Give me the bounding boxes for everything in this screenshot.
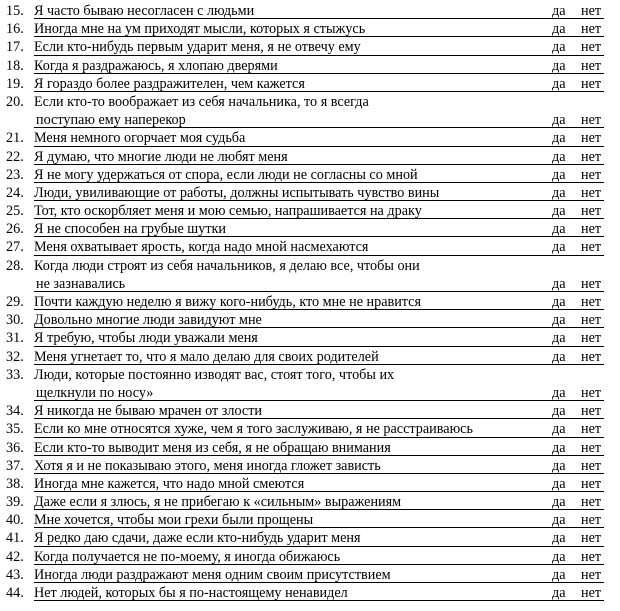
question-line bbox=[0, 439, 620, 457]
question-item bbox=[0, 457, 620, 475]
question-number: 30. bbox=[6, 312, 24, 329]
answer-yes-option[interactable]: да bbox=[552, 457, 566, 474]
question-text: Если кто-нибудь первым ударит меня, я не отвечу ему bbox=[34, 39, 361, 56]
question-text: Меня немного огорчает моя судьба bbox=[34, 130, 246, 147]
answer-no-option[interactable]: нет bbox=[581, 512, 602, 529]
answer-no-option[interactable]: нет bbox=[581, 294, 602, 310]
answer-yes-option[interactable]: да bbox=[552, 585, 566, 601]
question-item bbox=[0, 329, 620, 347]
question-number: 28. bbox=[6, 257, 24, 274]
question-number: 35. bbox=[6, 421, 24, 438]
question-number: 31. bbox=[6, 330, 24, 347]
question-line bbox=[0, 420, 620, 438]
question-text: Люди, которые постоянно изводят вас, стоят того, чтобы их bbox=[34, 366, 395, 383]
answer-yes-option[interactable]: да bbox=[552, 421, 566, 438]
question-number: 26. bbox=[6, 221, 24, 238]
question-item bbox=[0, 257, 620, 293]
answer-yes-option[interactable]: да bbox=[552, 130, 566, 147]
question-line bbox=[0, 384, 620, 402]
answer-yes-option[interactable]: да bbox=[552, 239, 566, 256]
question-item bbox=[0, 93, 620, 129]
answer-no-option[interactable]: нет bbox=[581, 548, 602, 565]
answer-yes-option[interactable]: да bbox=[552, 548, 566, 565]
answer-yes-option[interactable]: да bbox=[552, 330, 566, 347]
answer-yes-option[interactable]: да bbox=[552, 530, 566, 547]
answer-no-option[interactable]: нет bbox=[581, 312, 602, 329]
question-text: Когда я раздражаюсь, я хлопаю дверями bbox=[34, 57, 278, 74]
question-text: Я требую, чтобы люди уважали меня bbox=[34, 330, 258, 347]
question-line bbox=[0, 75, 620, 93]
answer-no-option[interactable]: нет bbox=[581, 75, 602, 92]
question-line bbox=[0, 57, 620, 75]
question-item bbox=[0, 38, 620, 56]
question-line bbox=[0, 2, 620, 20]
question-line bbox=[0, 475, 620, 493]
question-text: Довольно многие люди завидуют мне bbox=[34, 312, 262, 329]
answer-yes-option[interactable]: да bbox=[552, 203, 566, 220]
question-number: 23. bbox=[6, 166, 24, 183]
question-item bbox=[0, 220, 620, 238]
question-item bbox=[0, 129, 620, 147]
question-item bbox=[0, 529, 620, 547]
question-item bbox=[0, 439, 620, 457]
question-item bbox=[0, 238, 620, 256]
question-text: Мне хочется, чтобы мои грехи были прощены bbox=[34, 512, 314, 529]
answer-no-option[interactable]: нет bbox=[581, 457, 602, 474]
answer-yes-option[interactable]: да bbox=[552, 57, 566, 74]
question-item bbox=[0, 511, 620, 529]
question-number: 25. bbox=[6, 203, 24, 220]
answer-no-option[interactable]: нет bbox=[581, 439, 602, 456]
question-item bbox=[0, 75, 620, 93]
question-item bbox=[0, 493, 620, 511]
question-text: Если кто-то воображает из себя начальника, то я всегда bbox=[34, 93, 369, 110]
question-item bbox=[0, 402, 620, 420]
question-line bbox=[0, 148, 620, 166]
answer-yes-option[interactable]: да bbox=[552, 348, 566, 365]
question-text: Я не способен на грубые шутки bbox=[34, 221, 227, 238]
question-item bbox=[0, 293, 620, 311]
question-text: Люди, увиливающие от работы, должны испытывать чувство вины bbox=[34, 184, 440, 201]
answer-yes-option[interactable]: да bbox=[552, 512, 566, 529]
question-text: Даже если я злюсь, я не прибегаю к «сильным» выражениям bbox=[34, 494, 402, 511]
question-number: 32. bbox=[6, 348, 24, 365]
question-text: Меня охватывает ярость, когда надо мной насмехаются bbox=[34, 239, 369, 256]
question-number: 17. bbox=[6, 39, 24, 56]
answer-no-option[interactable]: нет bbox=[581, 530, 602, 547]
answer-yes-option[interactable]: да bbox=[552, 166, 566, 183]
answer-no-option[interactable]: нет bbox=[581, 130, 602, 147]
answer-no-option[interactable]: нет bbox=[581, 585, 602, 601]
question-line bbox=[0, 566, 620, 584]
answer-yes-option[interactable]: да bbox=[552, 3, 566, 19]
answer-no-option[interactable]: нет bbox=[581, 403, 602, 420]
question-item bbox=[0, 148, 620, 166]
answer-no-option[interactable]: нет bbox=[581, 184, 602, 201]
question-line bbox=[0, 166, 620, 184]
question-line bbox=[0, 548, 620, 566]
question-item bbox=[0, 57, 620, 75]
question-number: 34. bbox=[6, 403, 24, 420]
question-text: Я редко даю сдачи, даже если кто-нибудь ударит меня bbox=[34, 530, 361, 547]
question-number: 19. bbox=[6, 75, 24, 92]
answer-yes-option[interactable]: да bbox=[552, 275, 566, 292]
question-item bbox=[0, 566, 620, 584]
question-number: 41. bbox=[6, 530, 24, 547]
answer-no-option[interactable]: нет bbox=[581, 39, 602, 56]
question-number: 15. bbox=[6, 3, 24, 19]
question-number: 44. bbox=[6, 585, 24, 601]
question-number: 42. bbox=[6, 548, 24, 565]
question-item bbox=[0, 202, 620, 220]
question-text: Если кто-то выводит меня из себя, я не обращаю внимания bbox=[34, 439, 391, 456]
question-line bbox=[0, 511, 620, 529]
question-line bbox=[0, 402, 620, 420]
question-text: Я никогда не бываю мрачен от злости bbox=[34, 403, 263, 420]
question-number: 40. bbox=[6, 512, 24, 529]
answer-yes-option[interactable]: да bbox=[552, 221, 566, 238]
question-line bbox=[0, 129, 620, 147]
question-line bbox=[0, 220, 620, 238]
question-number: 37. bbox=[6, 457, 24, 474]
question-line bbox=[0, 584, 620, 602]
question-text: Когда люди строят из себя начальников, я делаю все, чтобы они bbox=[34, 257, 420, 274]
answer-no-option[interactable]: нет bbox=[581, 203, 602, 220]
answer-no-option[interactable]: нет bbox=[581, 475, 602, 492]
question-item bbox=[0, 475, 620, 493]
question-item bbox=[0, 184, 620, 202]
answer-yes-option[interactable]: да bbox=[552, 184, 566, 201]
question-line bbox=[0, 329, 620, 347]
question-number: 21. bbox=[6, 130, 24, 147]
answer-yes-option[interactable]: да bbox=[552, 21, 566, 38]
question-line bbox=[0, 293, 620, 311]
question-number: 38. bbox=[6, 475, 24, 492]
question-line bbox=[0, 93, 620, 111]
question-line bbox=[0, 238, 620, 256]
question-number: 24. bbox=[6, 184, 24, 201]
answer-no-option[interactable]: нет bbox=[581, 494, 602, 511]
question-text: поступаю ему наперекор bbox=[36, 112, 186, 129]
answer-no-option[interactable]: нет bbox=[581, 348, 602, 365]
question-number: 22. bbox=[6, 148, 24, 165]
answer-no-option[interactable]: нет bbox=[581, 57, 602, 74]
answer-no-option[interactable]: нет bbox=[581, 3, 602, 19]
question-item bbox=[0, 584, 620, 602]
question-text: Я часто бываю несогласен с людьми bbox=[34, 3, 255, 19]
answer-no-option[interactable]: нет bbox=[581, 275, 602, 292]
question-line bbox=[0, 111, 620, 129]
question-item bbox=[0, 2, 620, 20]
question-line bbox=[0, 184, 620, 202]
question-number: 43. bbox=[6, 566, 24, 583]
question-line bbox=[0, 366, 620, 384]
question-item bbox=[0, 548, 620, 566]
answer-no-option[interactable]: нет bbox=[581, 148, 602, 165]
question-text: Когда получается не по-моему, я иногда обижаюсь bbox=[34, 548, 341, 565]
question-number: 16. bbox=[6, 21, 24, 38]
question-text: щелкнули по носу» bbox=[36, 384, 154, 401]
question-text: Я гораздо более раздражителен, чем кажется bbox=[34, 75, 305, 92]
answer-no-option[interactable]: нет bbox=[581, 221, 602, 238]
answer-no-option[interactable]: нет bbox=[581, 384, 602, 401]
question-line bbox=[0, 257, 620, 275]
question-item bbox=[0, 366, 620, 402]
question-item bbox=[0, 311, 620, 329]
question-text: Тот, кто оскорбляет меня и мою семью, напрашивается на драку bbox=[34, 203, 422, 220]
question-text: Я думаю, что многие люди не любят меня bbox=[34, 148, 288, 165]
question-line bbox=[0, 457, 620, 475]
answer-no-option[interactable]: нет bbox=[581, 166, 602, 183]
question-text: Если ко мне относятся хуже, чем я того заслуживаю, я не расстраиваюсь bbox=[34, 421, 473, 438]
question-number: 18. bbox=[6, 57, 24, 74]
question-text: Я не могу удержаться от спора, если люди не согласны со мной bbox=[34, 166, 418, 183]
answer-yes-option[interactable]: да bbox=[552, 566, 566, 583]
answer-yes-option[interactable]: да bbox=[552, 403, 566, 420]
answer-yes-option[interactable]: да bbox=[552, 75, 566, 92]
question-number: 29. bbox=[6, 294, 24, 310]
question-text: Почти каждую неделю я вижу кого-нибудь, кто мне не нравится bbox=[34, 294, 422, 310]
question-text: Нет людей, которых бы я по-настоящему ненавидел bbox=[34, 585, 348, 601]
question-line bbox=[0, 529, 620, 547]
question-text: Хотя я и не показываю этого, меня иногда гложет зависть bbox=[34, 457, 381, 474]
question-line bbox=[0, 493, 620, 511]
question-number: 27. bbox=[6, 239, 24, 256]
answer-yes-option[interactable]: да bbox=[552, 39, 566, 56]
question-number: 33. bbox=[6, 366, 24, 383]
question-line bbox=[0, 202, 620, 220]
question-text: Иногда люди раздражают меня одним своим присутствием bbox=[34, 566, 391, 583]
answer-yes-option[interactable]: да bbox=[552, 148, 566, 165]
answer-yes-option[interactable]: да bbox=[552, 112, 566, 129]
answer-no-option[interactable]: нет bbox=[581, 566, 602, 583]
answer-yes-option[interactable]: да bbox=[552, 384, 566, 401]
answer-no-option[interactable]: нет bbox=[581, 239, 602, 256]
answer-yes-option[interactable]: да bbox=[552, 312, 566, 329]
answer-no-option[interactable]: нет bbox=[581, 21, 602, 38]
answer-no-option[interactable]: нет bbox=[581, 112, 602, 129]
question-line bbox=[0, 311, 620, 329]
answer-no-option[interactable]: нет bbox=[581, 421, 602, 438]
question-text: Иногда мне на ум приходят мысли, которых я стыжусь bbox=[34, 21, 366, 38]
question-item bbox=[0, 166, 620, 184]
question-number: 20. bbox=[6, 93, 24, 110]
question-line bbox=[0, 275, 620, 293]
answer-yes-option[interactable]: да bbox=[552, 475, 566, 492]
answer-yes-option[interactable]: да bbox=[552, 294, 566, 310]
question-line bbox=[0, 38, 620, 56]
question-item bbox=[0, 348, 620, 366]
question-item bbox=[0, 420, 620, 438]
question-text: не зазнавались bbox=[36, 275, 126, 292]
answer-yes-option[interactable]: да bbox=[552, 439, 566, 456]
question-item bbox=[0, 20, 620, 38]
question-number: 36. bbox=[6, 439, 24, 456]
question-line bbox=[0, 348, 620, 366]
answer-no-option[interactable]: нет bbox=[581, 330, 602, 347]
question-text: Иногда мне кажется, что надо мной смеются bbox=[34, 475, 305, 492]
question-number: 39. bbox=[6, 494, 24, 511]
answer-yes-option[interactable]: да bbox=[552, 494, 566, 511]
question-line bbox=[0, 20, 620, 38]
question-text: Меня угнетает то, что я мало делаю для своих родителей bbox=[34, 348, 379, 365]
